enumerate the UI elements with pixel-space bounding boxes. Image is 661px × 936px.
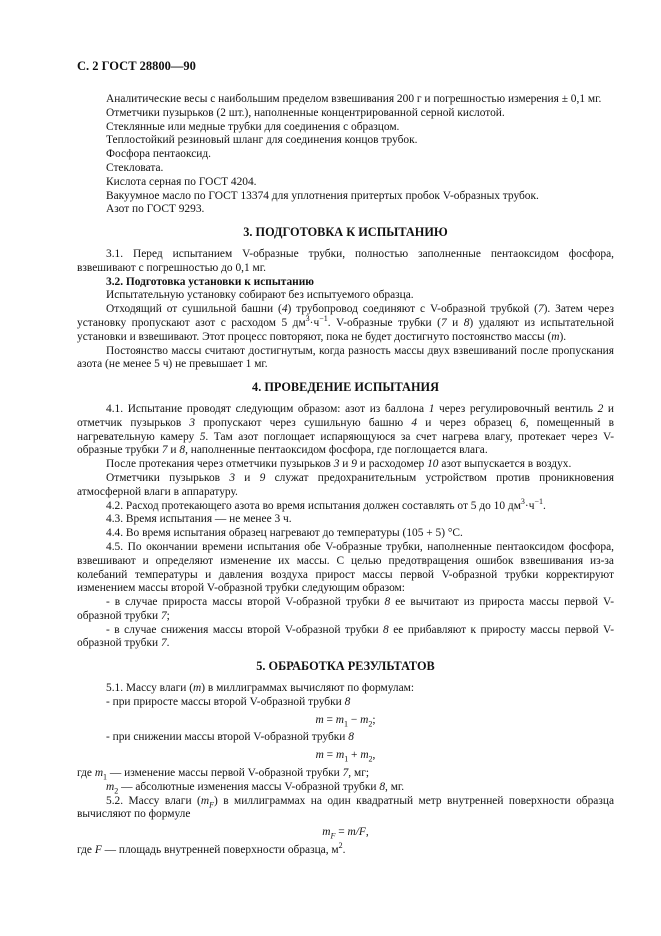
text: 5. ОБРАБОТКА РЕЗУЛЬТАТОВ: [256, 659, 435, 674]
text: Отходящий от сушильной башни (: [106, 303, 282, 316]
italic-text: 9: [351, 458, 357, 471]
italic-text: m: [551, 330, 560, 343]
superscript: 3: [305, 314, 310, 324]
paragraph: [77, 303, 614, 344]
text: Постоянство массы считают достигнутым, когда разность массы двух взвешиваний после пропускания азота (не менее 5 ч) не превышает 1 мг.: [77, 344, 614, 371]
paragraph: [77, 121, 614, 135]
text: пропускают через сушильную башню: [195, 416, 412, 429]
text: через регулировочный вентиль: [434, 402, 598, 415]
paragraph: [77, 403, 614, 458]
paragraph: [77, 767, 614, 781]
italic-text: 5: [199, 430, 206, 443]
text: =: [335, 826, 348, 839]
section-heading: [77, 660, 614, 674]
paragraph: [77, 162, 614, 176]
text: , помещенный в нагревательную камеру: [77, 416, 615, 443]
paragraph: [77, 458, 614, 472]
text: - при приросте массы второй V-образной трубки: [106, 695, 345, 708]
text: Аналитические весы с наибольшим пределом взвешивания 200 г и погрешностью измерения ± 0,1 мг.: [106, 93, 602, 105]
subscript: 2: [114, 786, 119, 796]
text: где: [77, 767, 95, 780]
italic-text: 8: [384, 596, 391, 609]
paragraph: [77, 176, 614, 190]
text: , мг;: [348, 767, 370, 780]
text: Вакуумное масло по ГОСТ 13374 для уплотнения притертых пробок V-образных трубок.: [106, 189, 539, 202]
text: −: [348, 713, 361, 726]
text: Азот по ГОСТ 9293.: [106, 203, 205, 216]
paragraph: [77, 203, 614, 217]
paragraph: [77, 795, 614, 823]
paragraph: [77, 541, 614, 596]
text: , мг.: [385, 780, 405, 793]
text: ее прибавляют к приросту массы первой V-образной трубки: [77, 623, 614, 650]
superscript: 2: [338, 841, 343, 851]
text: 4.1. Испытание проводят следующим образом: азот из баллона: [106, 402, 429, 415]
text: азот выпускается в воздух.: [438, 458, 572, 471]
text: 4. ПРОВЕДЕНИЕ ИСПЫТАНИЯ: [252, 380, 439, 395]
text: ее вычитают из прироста массы первой V-образной трубки: [77, 596, 614, 622]
italic-text: m: [315, 749, 324, 762]
italic-text: 7: [160, 637, 167, 650]
text: Отметчики пузырьков (2 шт.), наполненные концентрированной серной кислотой.: [106, 106, 505, 119]
superscript: 3: [520, 496, 525, 506]
italic-text: m: [106, 780, 115, 793]
paragraph: [77, 527, 614, 541]
formula: [77, 714, 614, 728]
text: Испытательную установку собирают без испытуемого образца.: [106, 289, 414, 302]
text: Кислота серная по ГОСТ 4204.: [106, 175, 257, 188]
italic-text: m: [335, 713, 345, 726]
italic-text: 7: [161, 444, 168, 457]
italic-text: m: [335, 749, 345, 762]
text: +: [348, 749, 361, 762]
section-heading: [77, 381, 614, 395]
superscript: −1: [534, 496, 543, 506]
subscript: 2: [368, 754, 373, 764]
italic-text: 7: [160, 609, 167, 622]
text: . Там азот поглощает испаряющуюся за счет нагрева влагу, протекает через V-образные трубки: [77, 430, 614, 457]
text: ,: [372, 749, 376, 762]
text: Стекловата.: [106, 161, 164, 174]
text: и через образец: [417, 416, 521, 429]
section-heading: [77, 226, 614, 240]
text: и отметчик пузырьков: [77, 402, 614, 429]
italic-text: m: [360, 713, 369, 726]
text: и: [235, 471, 260, 484]
paragraph: [77, 781, 614, 795]
text: и: [167, 444, 180, 457]
subsection-heading: [77, 276, 614, 290]
subscript: 2: [368, 718, 373, 728]
text: и расходомер: [356, 458, 428, 471]
italic-text: F: [209, 799, 214, 809]
paragraph: [77, 134, 614, 148]
italic-text: 7: [342, 767, 349, 780]
italic-text: m: [193, 682, 202, 695]
italic-text: m: [322, 826, 331, 839]
text: Отметчики пузырьков: [106, 471, 230, 484]
italic-text: F: [94, 844, 102, 857]
paragraph: [77, 345, 614, 373]
text: .: [166, 637, 170, 650]
text: ·ч: [309, 316, 320, 329]
text: . V-образные трубки (: [327, 316, 441, 329]
subscript: 1: [344, 718, 349, 728]
paragraph: [77, 596, 614, 624]
italic-text: m: [200, 794, 210, 807]
page-header: С. 2 ГОСТ 28800—90: [77, 59, 196, 73]
text: ·ч: [524, 499, 535, 512]
formula: [77, 749, 614, 763]
italic-text: 2: [597, 402, 604, 415]
text: где: [77, 844, 95, 857]
text: 4.5. По окончании времени испытания обе V-образные трубки, наполненные пентаоксидом фосфора, взвешивают и определяют изменение их массы. С целью предотвращения ошибок взвешивания из-за колебаний температуры и давления воздуха прирост массы первой V-образной трубки корректируют изменением массы второй V-образной трубки следующим образом:: [77, 540, 614, 595]
paragraph: [77, 841, 614, 858]
italic-text: 9: [259, 471, 266, 484]
italic-text: 8: [379, 780, 386, 793]
paragraph: [77, 624, 614, 652]
text: — изменение массы первой V-образной трубки: [107, 767, 343, 780]
text: - в случае снижения массы второй V-образной трубки: [106, 623, 384, 636]
text: 4.2. Расход протекающего азота во время испытания должен составлять от 5 до 10 дм: [106, 499, 521, 512]
text: ) трубопровод соединяют с V-образной трубкой (: [287, 303, 538, 316]
text: Теплостойкий резиновый шланг для соединения концов трубок.: [106, 134, 418, 147]
paragraph: [77, 731, 614, 745]
text: =: [323, 749, 336, 762]
text: После протекания через отметчики пузырьков: [106, 458, 334, 471]
text: 3. ПОДГОТОВКА К ИСПЫТАНИЮ: [243, 225, 448, 240]
paragraph: [77, 289, 614, 303]
italic-text: 3: [229, 471, 236, 484]
text: ) в миллиграммах вычисляют по формулам:: [201, 682, 415, 695]
text: и: [339, 458, 352, 471]
italic-text: 1: [428, 402, 435, 415]
paragraph: [77, 93, 614, 107]
subscript: 1: [103, 772, 108, 782]
text: ) в миллиграммах на один квадратный метр внутренней поверхности образца вычисляют по формуле: [77, 794, 614, 821]
text: ) удаляют из испытательной установки и взвешивают. Этот процесс повторяют, пока не будет достигнуто постоянство массы (: [77, 316, 614, 343]
text: ;: [166, 609, 170, 622]
text: ,: [365, 826, 369, 839]
text: 3.2. Подготовка установки к испытанию: [106, 275, 314, 288]
text: 5.2. Массу влаги (: [106, 794, 201, 807]
paragraph: [77, 513, 614, 527]
superscript: −1: [319, 314, 328, 324]
text: .: [542, 499, 546, 512]
text: Фосфора пентаоксид.: [106, 148, 212, 161]
text: 4.3. Время испытания — не менее 3 ч.: [106, 513, 292, 526]
text: — площадь внутренней поверхности образца, м: [101, 844, 339, 857]
paragraph: [77, 696, 614, 710]
italic-text: 7: [537, 303, 544, 316]
text: Стеклянные или медные трубки для соединения с образцом.: [106, 120, 400, 133]
italic-text: 10: [427, 458, 439, 471]
italic-text: 3: [333, 458, 340, 471]
italic-text: 8: [348, 731, 354, 744]
paragraph: [77, 107, 614, 121]
paragraph: [77, 682, 614, 696]
italic-text: m/F: [347, 826, 366, 839]
italic-text: 7: [440, 316, 447, 329]
document-body: [77, 93, 614, 858]
text: - в случае прироста массы второй V-образной трубки: [106, 596, 385, 609]
formula: [77, 826, 614, 840]
paragraph: [77, 496, 614, 514]
text: 5.1. Массу влаги (: [106, 682, 193, 695]
paragraph: [77, 248, 614, 276]
italic-text: 4: [281, 303, 288, 316]
italic-text: m: [315, 713, 324, 726]
text: 4.4. Во время испытания образец нагревают до температуры (105 + 5) °С.: [106, 527, 463, 540]
italic-text: 8: [344, 695, 351, 708]
text: ;: [372, 713, 376, 726]
text: 3.1. Перед испытанием V-образные трубки, полностью заполненные пентаоксидом фосфора, взвешивают с погрешностью до 0,1 мг.: [77, 247, 614, 274]
text: ). Затем через установку пропускают азот с расходом 5 дм: [77, 303, 614, 329]
text: =: [323, 713, 336, 726]
paragraph: [77, 190, 614, 204]
text: — абсолютные изменения массы V-образной трубки: [118, 780, 380, 793]
italic-text: 8: [463, 316, 470, 329]
subscript: 1: [344, 754, 349, 764]
italic-text: 6: [520, 416, 526, 429]
italic-text: 4: [411, 416, 418, 429]
paragraph: [77, 472, 614, 500]
paragraph: [77, 148, 614, 162]
text: и: [446, 316, 464, 329]
text: .: [342, 844, 346, 857]
text: , наполненные пентаоксидом фосфора, где поглощается влага.: [185, 444, 488, 457]
italic-text: F: [330, 831, 336, 841]
text: служат предохранительным устройством против проникновения атмосферной влаги в аппаратуру.: [77, 471, 614, 498]
italic-text: m: [94, 767, 104, 780]
text: ).: [559, 330, 567, 343]
italic-text: 3: [189, 416, 196, 429]
italic-text: 8: [179, 444, 186, 457]
italic-text: m: [360, 749, 369, 762]
italic-text: 8: [383, 623, 389, 636]
text: - при снижении массы второй V-образной трубки: [106, 731, 349, 744]
